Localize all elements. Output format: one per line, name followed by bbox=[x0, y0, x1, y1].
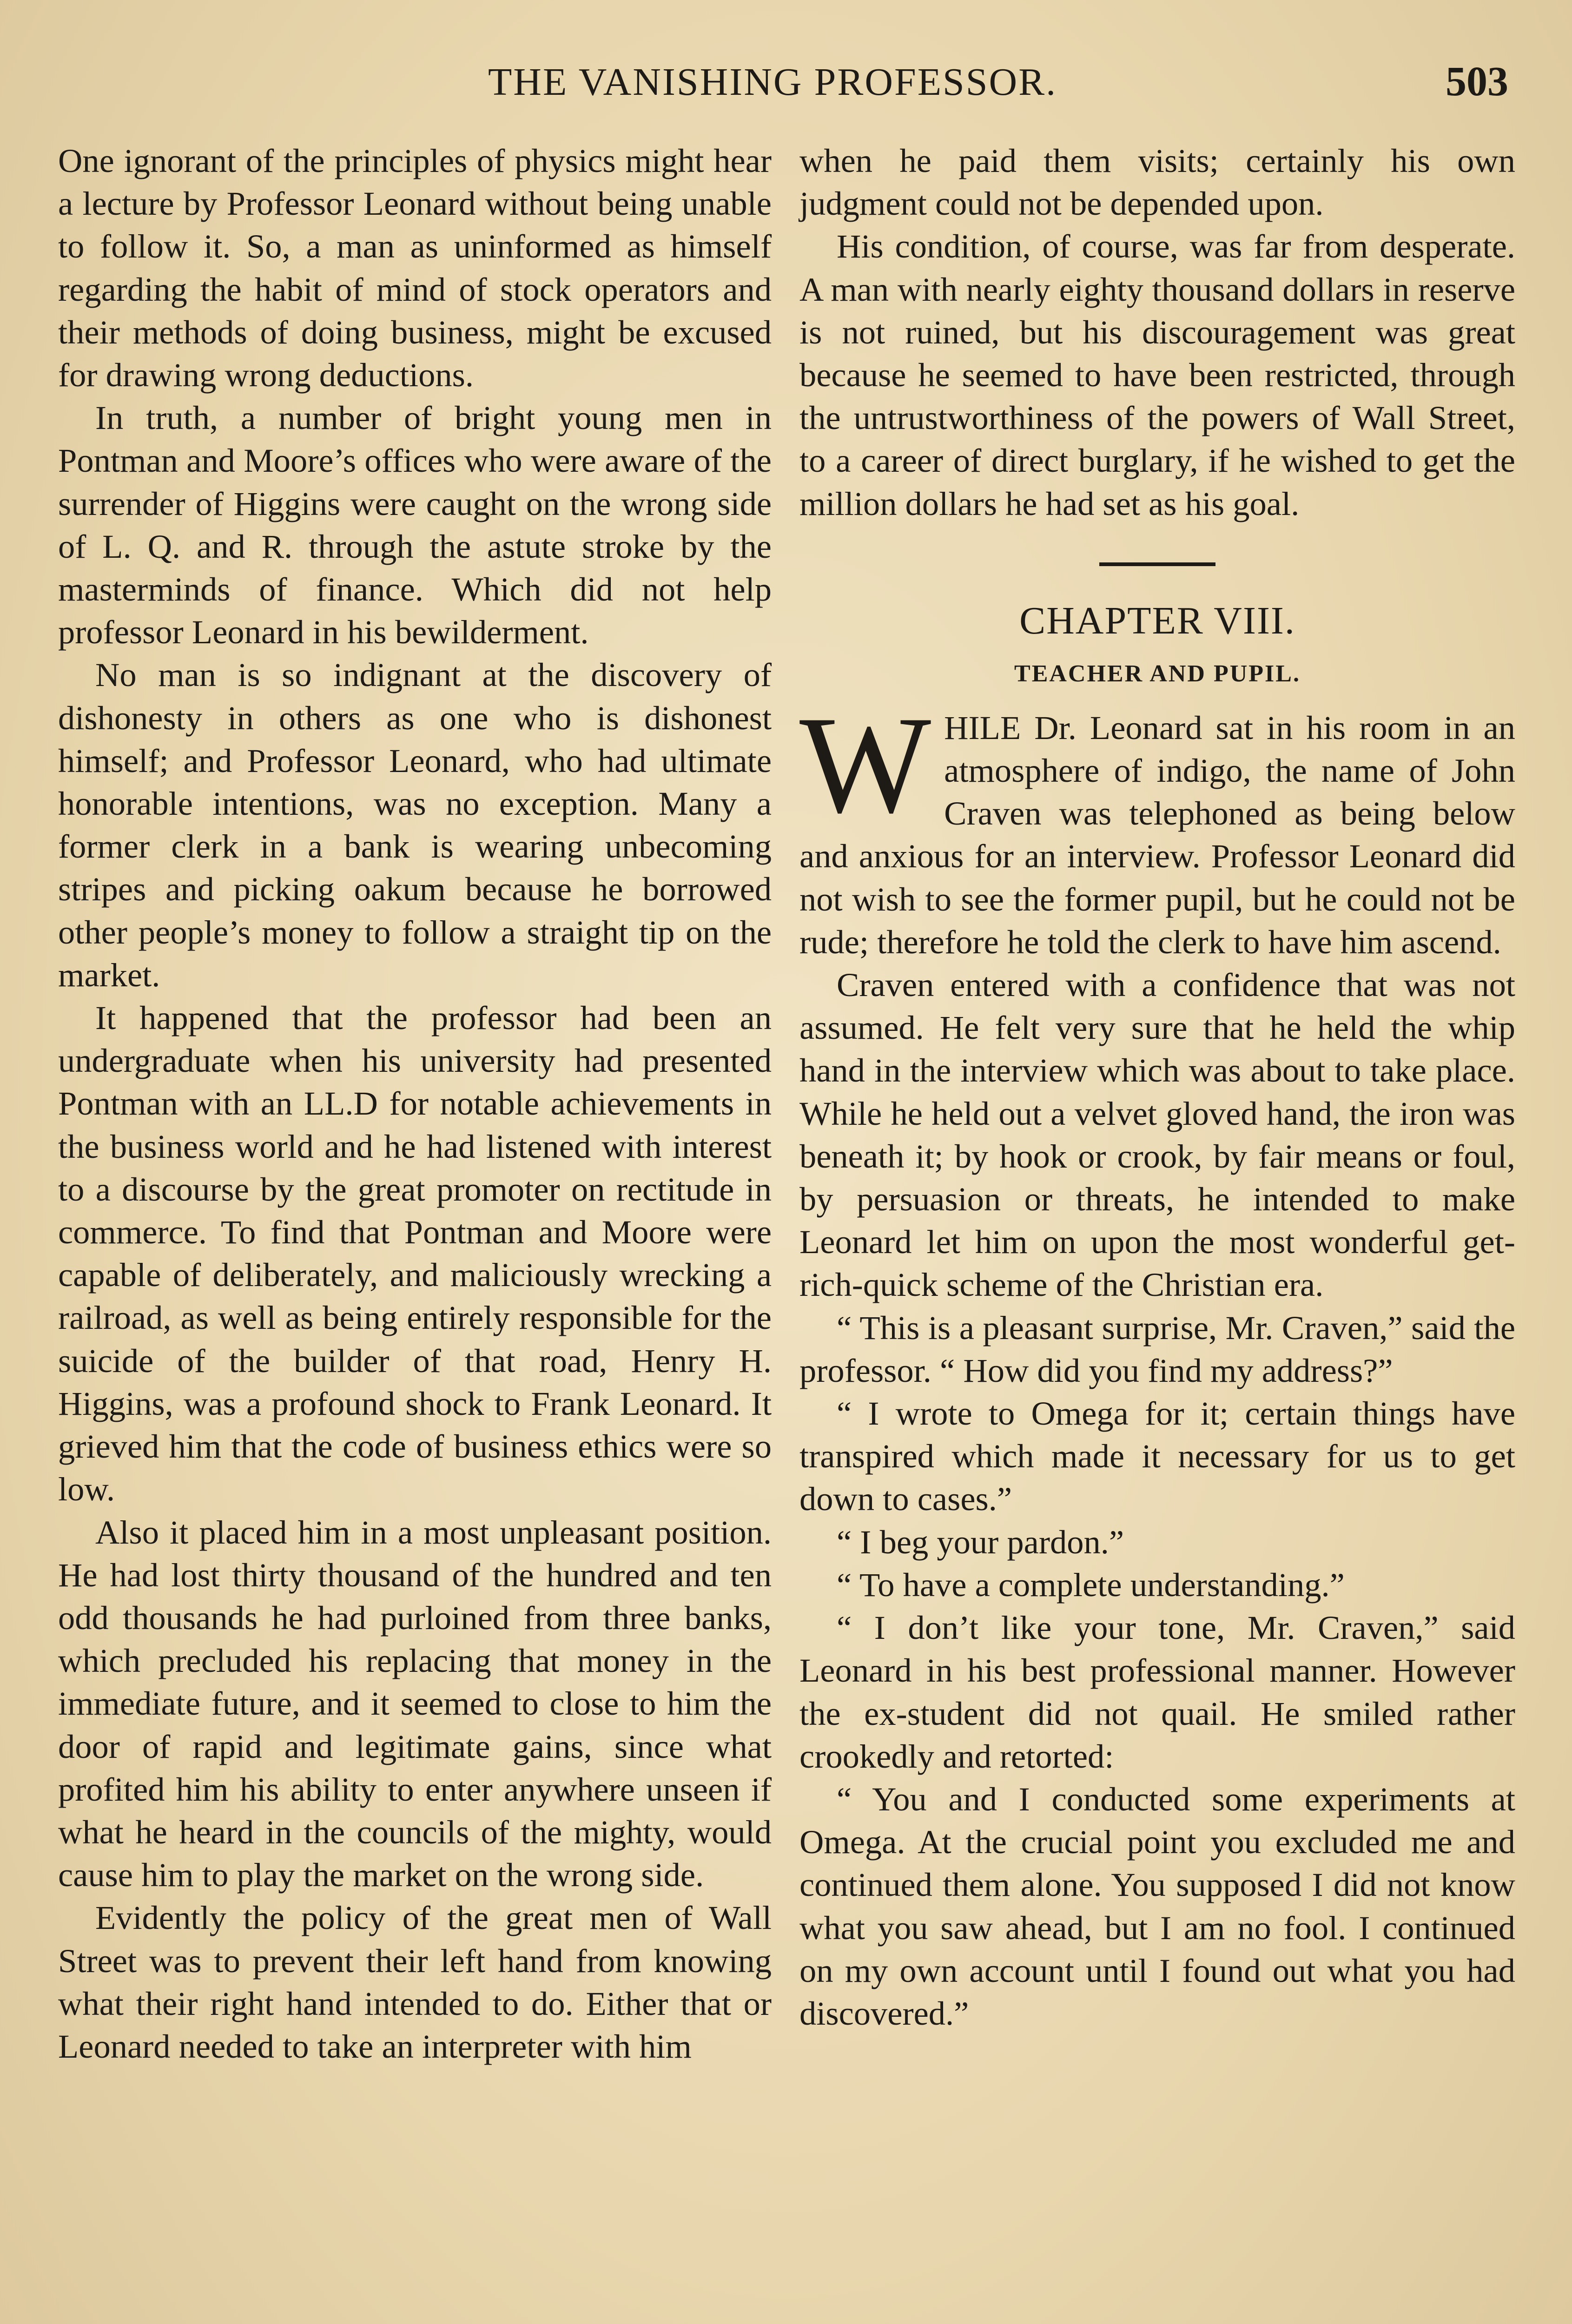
opening-text: HILE Dr. Leonard sat in his room in an atmosphere of indigo, the name of John Craven was telephoned as being below and anxious for an interview. Professor Leonard did not wish to see the former pupil, but he could not be rude; therefore he told the clerk to have him ascend. bbox=[799, 708, 1515, 961]
drop-cap: W bbox=[799, 687, 931, 842]
paragraph: One ignorant of the principles of physics might hear a lecture by Professor Leonard without being unable to follow it. So, a man as uninformed as himself regarding the habit of mind of stock operators and their methods of doing business, might be excused for drawing wrong deductions. bbox=[58, 142, 772, 394]
paragraph: “ I beg your pardon.” bbox=[837, 1523, 1124, 1561]
page-header bbox=[0, 55, 1572, 111]
right-column bbox=[799, 139, 1515, 2035]
paragraph: “ This is a pleasant surprise, Mr. Craven,” said the professor. “ How did you find my address?” bbox=[799, 1308, 1515, 1389]
paragraph: “ You and I conducted some experiments at Omega. At the crucial point you excluded me and continued them alone. You supposed I did not know what you saw ahead, but I am no fool. I continued on my own account until I found out what you had discovered.” bbox=[799, 1780, 1515, 2032]
section-divider bbox=[1099, 562, 1215, 566]
chapter-title: CHAPTER VIII. bbox=[1019, 599, 1295, 642]
paragraph: Also it placed him in a most unpleasant position. He had lost thirty thousand of the hundred and ten odd thousands he had purloined from three banks, which precluded his replacing that money in the immediate future, and it seemed to close to him the door of rapid and legitimate gains, since what profited him his ability to enter anywhere unseen if what he heard in the councils of the mighty, would cause him to play the market on the wrong side. bbox=[58, 1513, 772, 1894]
paragraph: “ I don’t like your tone, Mr. Craven,” said Leonard in his best professional manner. However the ex-student did not quail. He smiled rather crookedly and retorted: bbox=[799, 1609, 1515, 1775]
page-number: 503 bbox=[1446, 59, 1508, 105]
left-column bbox=[58, 139, 772, 2068]
paragraph: No man is so indignant at the discovery of dishonesty in others as one who is dishonest himself; and Professor Leonard, who had ultimate honorable intentions, was no exception. Many a former clerk in a bank is wearing unbecoming stripes and picking oakum because he borrowed other people’s money to follow a straight tip on the market. bbox=[58, 656, 772, 994]
paragraph: Craven entered with a confidence that was not assumed. He felt very sure that he held the whip hand in the interview which was about to take place. While he held out a velvet gloved hand, the iron was beneath it; by hook or crook, by fair means or foul, by persuasion or threats, he intended to make Leonard let him on upon the most wonderful get-rich-quick scheme of the Christian era. bbox=[799, 966, 1515, 1304]
paragraph: Evidently the policy of the great men of Wall Street was to prevent their left hand from knowing what their right hand intended to do. Either that or Leonard needed to take an interpreter with him bbox=[58, 1899, 772, 2065]
running-title: THE VANISHING PROFESSOR. bbox=[488, 60, 1057, 104]
paragraph: In truth, a number of bright young men in Pontman and Moore’s offices who were aware of the surrender of Higgins were caught on the wrong side of L. Q. and R. through the astute stroke by the masterminds of finance. Which did not help professor Leonard in his bewilderment. bbox=[58, 399, 772, 651]
chapter-opening-paragraph bbox=[799, 687, 1515, 964]
paragraph: “ To have a complete understanding.” bbox=[837, 1565, 1345, 1604]
chapter-subtitle: TEACHER AND PUPIL. bbox=[1014, 660, 1301, 687]
paragraph: when he paid them visits; certainly his own judgment could not be depended upon. bbox=[799, 142, 1515, 223]
paragraph: It happened that the professor had been an undergraduate when his university had presented Pontman with an LL.D for notable achievements in the business world and he had listened with interest to a discourse by the great promoter on rectitude in commerce. To find that Pontman and Moore were capable of deliberately, and maliciously wrecking a railroad, as well as being entirely responsible for the suicide of the builder of that road, Henry H. Higgins, was a profound shock to Frank Leonard. It grieved him that the code of business ethics were so low. bbox=[58, 999, 772, 1508]
paragraph: “ I wrote to Omega for it; certain things have transpired which made it necessary for us to get down to cases.” bbox=[799, 1394, 1515, 1518]
paragraph: His condition, of course, was far from desperate. A man with nearly eighty thousand dollars in reserve is not ruined, but his discouragement was great because he seemed to have been restricted, through the untrustworthiness of the powers of Wall Street, to a career of direct burglary, if he wished to get the million dollars he had set as his goal. bbox=[799, 227, 1515, 522]
